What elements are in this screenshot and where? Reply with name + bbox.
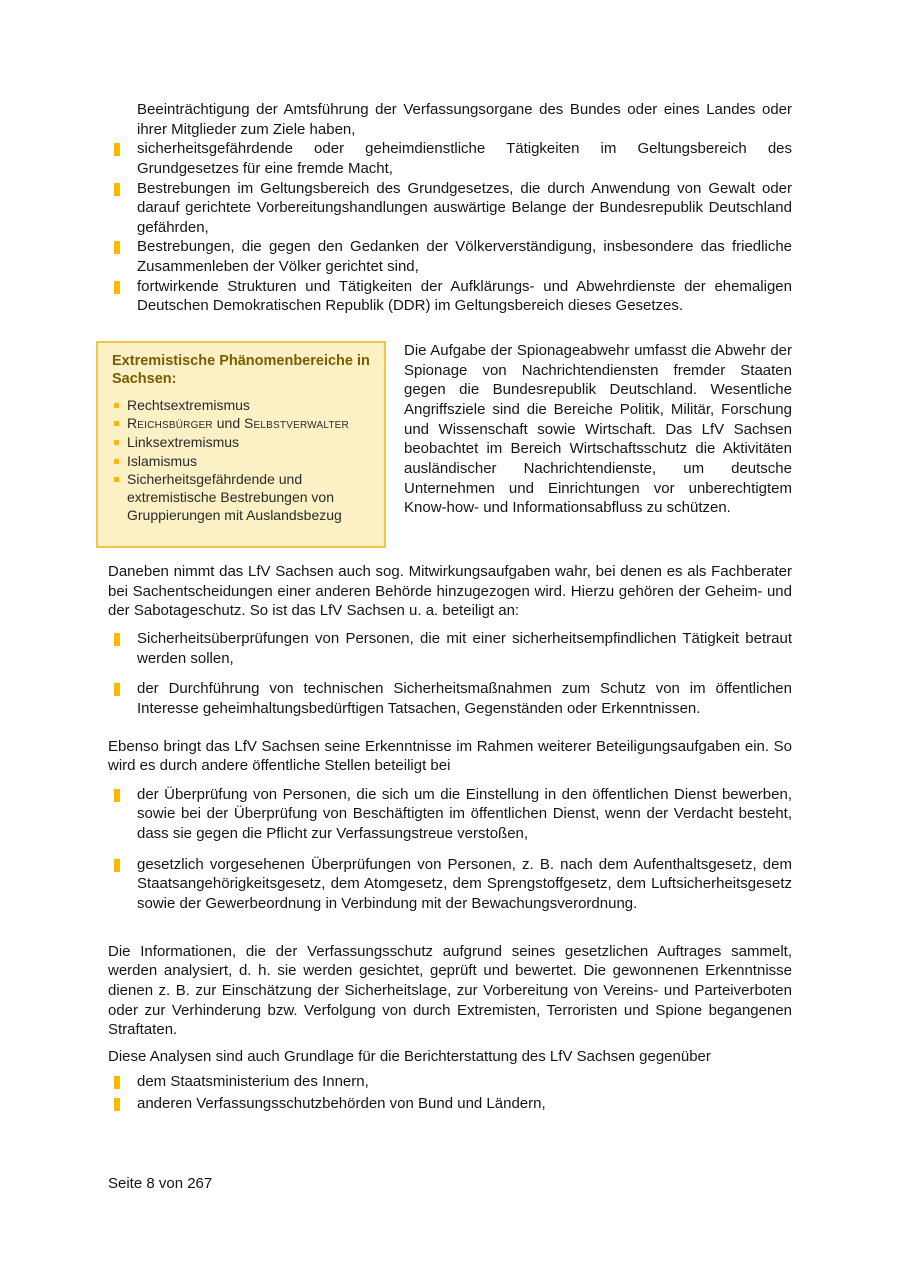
list-item-text: Sicherheitsüberprüfungen von Personen, die mit einer sicherheitsempfindlichen Tätigkeit betraut werden sollen,: [137, 629, 792, 667]
square-bullet-icon: [114, 477, 119, 482]
phenomena-list-item: [112, 397, 370, 415]
bullet-bar-icon: [114, 1076, 120, 1089]
paragraph-mitwirkung-intro: Daneben nimmt das LfV Sachsen auch sog. Mitwirkungsaufgaben wahr, bei denen es als Fachberater bei Sachentscheidungen einer anderen Behörde hinzugezogen wird. Hierzu gehören der Geheim- und der Sabotageschutz. So ist das LfV Sachsen u. a. beteiligt an:: [108, 563, 792, 620]
list-item-text: anderen Verfassungsschutzbehörden von Bund und Ländern,: [137, 1095, 546, 1113]
bullet-bar-icon: [114, 104, 120, 117]
square-bullet-icon: [114, 440, 119, 445]
list-item-text: sicherheitsgefährdende oder geheimdienstliche Tätigkeiten im Geltungsbereich des Grundgesetzes für eine fremde Macht,: [137, 140, 792, 177]
list-item-text: der Überprüfung von Personen, die sich um die Einstellung in den öffentlichen Dienst bewerben, sowie bei der Überprüfung von Beschäftigten im öffentlichen Dienst, wenn der Verdacht besteht, dass sie gegen die Pflicht zur Verfassungstreue verstoßen,: [137, 785, 792, 843]
list-item: [108, 100, 792, 139]
smallcaps-term: Reichsbürger: [127, 415, 213, 432]
phenomena-item-text: [127, 415, 349, 433]
phenomena-box-title: Extremistische Phänomenbereiche in Sachsen:: [112, 353, 370, 388]
mitwirkung-list: [108, 629, 792, 719]
phenomena-list: [112, 397, 370, 524]
paragraph-spionageabwehr: Die Aufgabe der Spionageabwehr umfasst die Abwehr der Spionage von Nachrichtendiensten fremder Staaten gegen die Bundesrepublik Deutschland. Wesentliche Angriffsziele sind die Bereiche Politik, Militär, Forschung und Wissenschaft sowie Wirtschaft. Das LfV Sachsen beobachtet im Bereich Wirtschaftsschutz die Aktivitäten ausländischer Nachrichtendienste, um deutsche Unternehmen und Einrichtungen vor unberechtigtem Know-how- und Informationsabfluss zu schützen.: [404, 342, 792, 517]
paragraph-beteiligung-intro: Ebenso bringt das LfV Sachsen seine Erkenntnisse im Rahmen weiterer Beteiligungsaufgaben ein. So wird es durch andere öffentliche Stellen beteiligt bei: [108, 737, 792, 775]
legal-tasks-list: [108, 100, 792, 316]
list-item: [108, 1072, 792, 1092]
beteiligung-list: [108, 785, 792, 914]
bullet-bar-icon: [114, 1098, 120, 1111]
connector-text: und: [212, 415, 244, 432]
list-item-text: dem Staatsministerium des Innern,: [137, 1072, 369, 1090]
square-bullet-icon: [114, 459, 119, 464]
phenomena-list-item: [112, 434, 370, 452]
list-item-text: der Durchführung von technischen Sicherheitsmaßnahmen zum Schutz von im öffentlichen Interesse geheimhaltungsbedürftigen Tatsachen, Gegenständen oder Erkenntnissen.: [137, 680, 792, 717]
list-item-text: Bestrebungen im Geltungsbereich des Grundgesetzes, die durch Anwendung von Gewalt oder darauf gerichtete Vorbereitungshandlungen auswärtige Belange der Bundesrepublik Deutschland gefährden,: [137, 179, 792, 236]
list-item-text: Bestrebungen, die gegen den Gedanken der Völkerverständigung, insbesondere das friedliche Zusammenleben der Völker gerichtet sind,: [137, 238, 792, 276]
bericht-list: [108, 1072, 792, 1114]
list-item: [108, 785, 792, 844]
phenomena-box: [96, 341, 386, 548]
list-item-text: fortwirkende Strukturen und Tätigkeiten der Aufklärungs- und Abwehrdienste der ehemaligen Deutschen Demokratischen Republik (DDR) im Geltungsbereich dieses Gesetzes.: [137, 277, 792, 315]
square-bullet-icon: [114, 403, 119, 408]
bullet-bar-icon: [114, 683, 120, 696]
bullet-bar-icon: [114, 789, 120, 802]
paragraph-informationen: Die Informationen, die der Verfassungsschutz aufgrund seines gesetzlichen Auftrages sammelt, werden analysiert, d. h. sie werden gesichtet, geprüft und bewertet. Die gewonnenen Erkenntnisse dienen z. B. zur Einschätzung der Sicherheitslage, zur Vorbereitung von Vereins- und Parteiverboten oder zur Verhinderung bzw. Verfolgung von durch Extremisten, Terroristen und Spione begangenen Straftaten.: [108, 942, 792, 1039]
phenomena-list-item: [112, 415, 370, 433]
list-item: [108, 277, 792, 316]
bullet-bar-icon: [114, 633, 120, 646]
list-item: [108, 179, 792, 238]
list-item-text: Beeinträchtigung der Amtsführung der Verfassungsorgane des Bundes oder eines Landes oder ihrer Mitglieder zum Ziele haben,: [137, 101, 792, 138]
phenomena-list-item: [112, 453, 370, 471]
bullet-bar-icon: [114, 241, 120, 254]
smallcaps-term: Selbstverwalter: [244, 415, 349, 432]
phenomena-section: [108, 341, 792, 548]
bullet-bar-icon: [114, 859, 120, 872]
bullet-bar-icon: [114, 281, 120, 294]
page-number: Seite 8 von 267: [108, 1175, 213, 1192]
list-item: [108, 629, 792, 668]
bullet-bar-icon: [114, 143, 120, 156]
phenomena-item-text: Linksextremismus: [127, 434, 240, 451]
square-bullet-icon: [114, 421, 119, 426]
paragraph-analysen-intro: Diese Analysen sind auch Grundlage für die Berichterstattung des LfV Sachsen gegenüber: [108, 1047, 711, 1065]
list-item: [108, 1094, 792, 1114]
phenomena-item-text: Islamismus: [127, 452, 198, 469]
list-item-text: gesetzlich vorgesehenen Überprüfungen von Personen, z. B. nach dem Aufenthaltsgesetz, dem Staatsangehörigkeitsgesetz, dem Atomgesetz, dem Sprengstoffgesetz, dem Luftsicherheitsgesetz sowie der Gewerbeordnung in Verbindung mit der Bewachungsverordnung.: [137, 855, 792, 913]
bullet-bar-icon: [114, 183, 120, 196]
list-item: [108, 855, 792, 914]
phenomena-item-text: Sicherheitsgefährdende und extremistische Bestrebungen von Gruppierungen mit Auslandsbezug: [127, 471, 342, 523]
phenomena-item-text: Rechtsextremismus: [127, 396, 250, 413]
list-item: [108, 237, 792, 276]
list-item: [108, 139, 792, 178]
phenomena-list-item: [112, 471, 370, 524]
list-item: [108, 679, 792, 718]
